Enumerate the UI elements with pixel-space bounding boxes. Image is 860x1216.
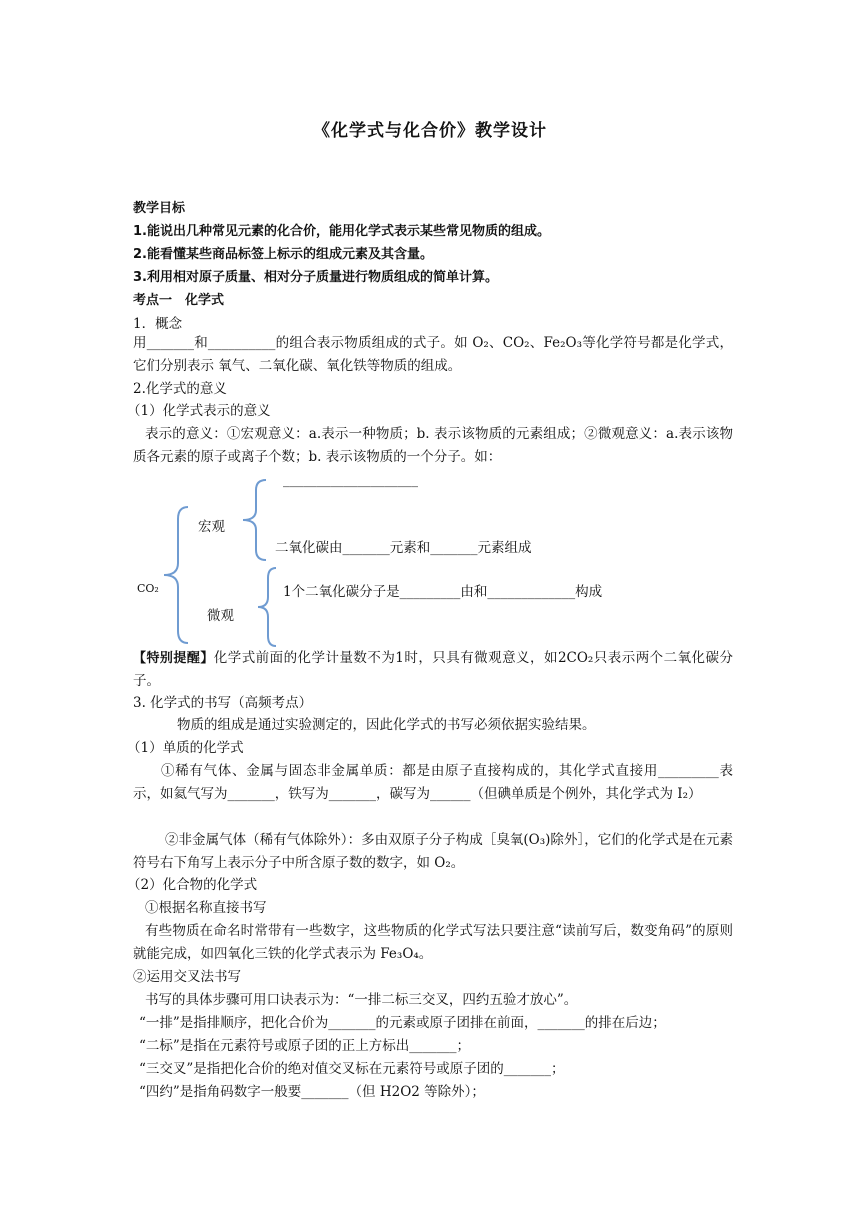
micro-brace-icon (256, 566, 280, 648)
diagram-formula: CO₂ (137, 582, 159, 595)
compound-paragraph-1: 有些物质在命名时常带有一些数字，这些物质的化学式写法只要注意“读前写后，数变角码”的原则就能完成，如四氧化三铁的化学式表示为 Fe₃O₄。 (133, 923, 733, 962)
reminder-text: 化学式前面的化学计量数不为1时，只具有微观意义，如2CO₂只表示两个二氧化碳分子。 (133, 650, 733, 689)
macro-line-2: 二氧化碳由_______元素和_______元素组成 (275, 540, 532, 556)
micro-line-1: 1个二氧化碳分子是_________由和_____________构成 (283, 584, 603, 600)
meaning-subheading: （1）化学式表示的意义 (127, 403, 271, 419)
cross-step-3: “三交叉”是指把化合价的绝对值交叉标在元素符号或原子团的_______； (139, 1061, 565, 1077)
macro-brace-icon (240, 478, 270, 562)
compound-sub-1: ①根据名称直接书写 (145, 900, 267, 916)
writing-intro: 物质的组成是通过实验测定的，因此化学式的书写必须依据实验结果。 (177, 717, 596, 733)
goal-item-2: 2.能看懂某些商品标签上标示的组成元素及其含量。 (133, 247, 433, 262)
meaning-heading: 2.化学式的意义 (133, 381, 227, 397)
reminder-label: 【特别提醒】 (133, 651, 214, 666)
section1-heading: 考点一 化学式 (133, 293, 225, 308)
special-reminder (133, 647, 733, 693)
goals-heading: 教学目标 (133, 201, 186, 216)
cross-step-1: “一排”是指排顺序，把化合价为_______的元素或原子团排在前面，_______的排在后边； (139, 1015, 666, 1031)
simple-paragraph-1: ①稀有气体、金属与固态非金属单质：都是由原子直接构成的，其化学式直接用_________表示，如氦气写为_______，铁写为_______，碳写为______（但碘单质是个例外，其化学式为 I₂） (133, 763, 733, 802)
main-brace-icon (158, 505, 192, 645)
simple-paragraph-2: ②非金属气体（稀有气体除外）：多由双原子分子构成［臭氧(O₃)除外］，它们的化学式是在元素符号右下角写上表示分子中所含原子数的数字，如 O₂。 (133, 832, 733, 871)
micro-label: 微观 (207, 608, 234, 624)
writing-heading: 3. 化学式的书写（高频考点） (133, 695, 313, 711)
concept-heading: 1．概念 (133, 316, 183, 332)
cross-step-2: “二标”是指在元素符号或原子团的正上方标出_______； (139, 1038, 471, 1054)
macro-label: 宏观 (198, 519, 225, 535)
document-title: 《化学式与化合价》教学设计 (313, 121, 547, 141)
compound-heading: （2）化合物的化学式 (127, 877, 258, 893)
cross-step-4: “四约”是指角码数字一般要_______（但 H2O2 等除外）； (139, 1084, 485, 1100)
cross-intro: 书写的具体步骤可用口诀表示为：“一排二标三交叉，四约五验才放心”。 (145, 992, 578, 1008)
concept-text: 用_______和__________的组合表示物质组成的式子。如 O₂、CO₂、Fe₂O₃等化学符号都是化学式，它们分别表示 氧气、二氧化碳、氧化铁等物质的组成。 (133, 335, 733, 374)
meaning-text: 表示的意义：①宏观意义：a.表示一种物质；b. 表示该物质的元素组成；②微观意义：a.表示该物质各元素的原子或离子个数；b. 表示该物质的一个分子。如： (133, 426, 733, 465)
macro-line-1: ____________________ (283, 472, 418, 488)
goal-item-1: 1.能说出几种常见元素的化合价，能用化学式表示某些常见物质的组成。 (133, 224, 550, 239)
goal-item-3: 3.利用相对原子质量、相对分子质量进行物质组成的简单计算。 (133, 270, 498, 285)
simple-heading: （1）单质的化学式 (127, 740, 244, 756)
compound-sub-2: ②运用交叉法书写 (133, 969, 241, 985)
